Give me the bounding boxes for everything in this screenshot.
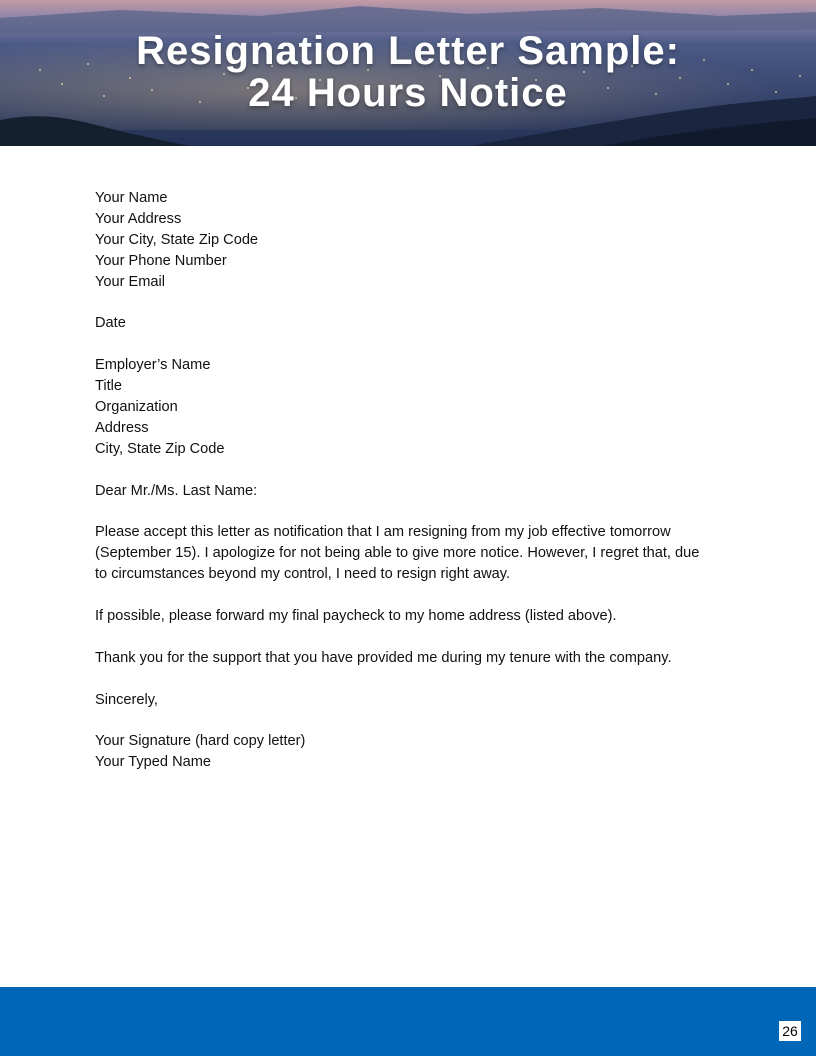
body-paragraph-2: If possible, please forward my final paycheck to my home address (listed above). xyxy=(95,608,617,625)
sender-phone: Your Phone Number xyxy=(95,252,227,269)
sender-address: Your Address xyxy=(95,210,182,227)
recipient-organization: Organization xyxy=(95,399,178,416)
signature-block xyxy=(95,731,715,773)
body-paragraph-1: Please accept this letter as notification that I am resigning from my job effective tomorrow (September 15). I apologize for not being able to give more notice. However, I regret that, due to circumstances beyond my control, I need to resign right away. xyxy=(95,524,700,583)
page-title xyxy=(0,30,816,114)
footer-bar xyxy=(0,987,816,1056)
sender-name: Your Name xyxy=(95,190,168,206)
signature-line: Your Signature (hard copy letter) xyxy=(95,733,306,750)
title-line-1: Resignation Letter Sample: xyxy=(136,29,680,73)
sender-city: Your City, State Zip Code xyxy=(95,231,259,248)
title-line-2: 24 Hours Notice xyxy=(248,71,568,115)
header-banner xyxy=(0,0,816,146)
body-paragraph-3: Thank you for the support that you have provided me during my tenure with the company. xyxy=(95,649,672,666)
sender-email: Your Email xyxy=(95,273,166,290)
recipient-block xyxy=(95,355,715,460)
page-number: 26 xyxy=(779,1021,801,1041)
letter-body xyxy=(95,188,715,773)
closing: Sincerely, xyxy=(95,691,158,708)
salutation: Dear Mr./Ms. Last Name: xyxy=(95,482,258,499)
typed-name: Your Typed Name xyxy=(95,754,212,771)
letter-date: Date xyxy=(95,315,126,332)
recipient-city: City, State Zip Code xyxy=(95,440,225,457)
recipient-name: Employer’s Name xyxy=(95,357,211,374)
recipient-address: Address xyxy=(95,419,149,436)
recipient-title: Title xyxy=(95,378,123,395)
sender-block xyxy=(95,188,715,293)
